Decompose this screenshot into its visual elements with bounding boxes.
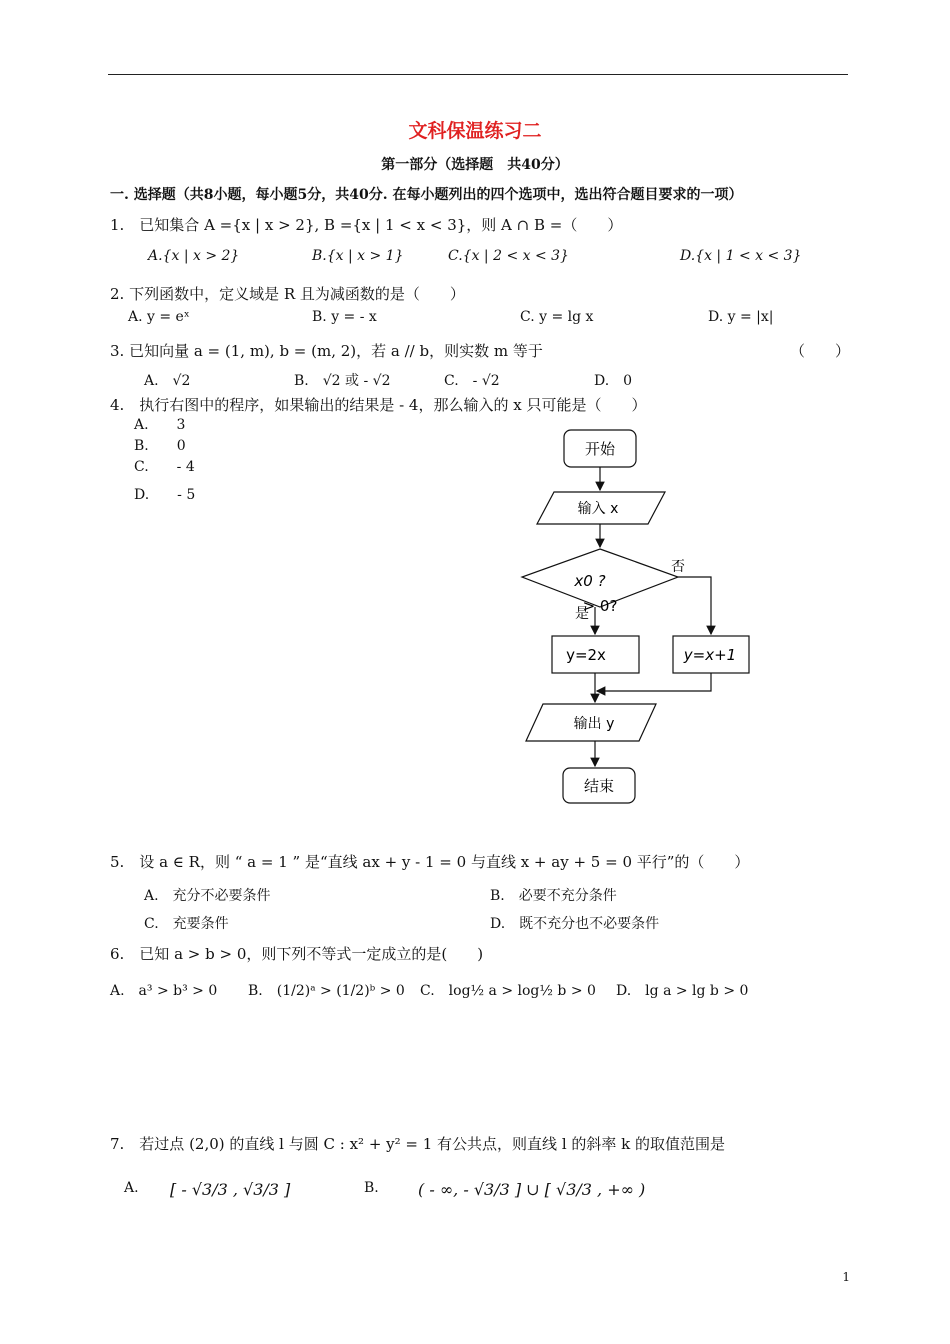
question-3-stem: 3. 已知向量 a = (1, m), b = (m, 2)，若 a // b，则实数 m 等于 — [110, 342, 543, 360]
question-4-option-d: D. - 5 — [134, 487, 196, 503]
flowchart-output-label: 输出 y — [573, 716, 615, 732]
flowchart-condition-label: x0 ? — [574, 572, 606, 590]
section-heading: 一. 选择题（共8小题，每小题5分，共40分. 在每小题列出的四个选项中，选出符合题目要求的一项） — [110, 187, 743, 203]
page-subtitle: 第一部分（选择题 共40分） — [381, 157, 569, 173]
question-5-option-a: A. 充分不必要条件 — [144, 888, 271, 904]
question-7-option-a-math: [ - √3/3 , √3/3 ] — [170, 1180, 291, 1199]
question-5-option-b: B. 必要不充分条件 — [490, 888, 617, 904]
program-flowchart — [510, 420, 770, 810]
question-1-option-b: B.{x | x > 1} — [312, 248, 404, 264]
question-1-option-c: C.{x | 2 < x < 3} — [448, 248, 569, 264]
question-2-option-b: B. y = - x — [312, 309, 377, 325]
question-6-stem: 6. 已知 a > b > 0，则下列不等式一定成立的是( ) — [110, 945, 484, 963]
flowchart-arrow — [678, 577, 711, 634]
question-4-option-a: A. 3 — [134, 417, 186, 433]
question-1-stem: 1. 已知集合 A ={x | x > 2}, B ={x | 1 < x < 3}，则 A ∩ B =（ ） — [110, 216, 623, 234]
question-2-option-d: D. y = |x| — [708, 309, 774, 325]
question-4-option-c: C. - 4 — [134, 459, 195, 475]
question-7-option-a-label: A. — [124, 1180, 139, 1196]
question-1-option-a: A.{x | x > 2} — [148, 248, 240, 264]
question-7-option-b-math: ( - ∞, - √3/3 ] ∪ [ √3/3 , +∞ ) — [418, 1180, 646, 1199]
question-2-option-a: A. y = eˣ — [128, 309, 190, 325]
question-6-option-d: D. lg a > lg b > 0 — [616, 983, 749, 999]
flowchart-input-label: 输入 x — [577, 501, 619, 517]
flowchart-no-process-label: y=x+1 — [683, 646, 737, 664]
flowchart-end-label: 结束 — [583, 777, 615, 795]
question-3-option-d: D. 0 — [594, 373, 633, 389]
question-1-option-d: D.{x | 1 < x < 3} — [680, 248, 802, 264]
question-3-option-a: A. √2 — [144, 373, 191, 389]
question-5-option-c: C. 充要条件 — [144, 916, 229, 932]
question-7-stem: 7. 若过点 (2,0) 的直线 l 与圆 C : x² + y² = 1 有公共点，则直线 l 的斜率 k 的取值范围是 — [110, 1135, 726, 1153]
flowchart-yes-process-label: y=2x — [566, 646, 606, 664]
flowchart-arrow — [597, 673, 711, 691]
question-4-stem: 4. 执行右图中的程序，如果输出的结果是 - 4，那么输入的 x 只可能是（ ） — [110, 396, 647, 414]
page-number: 1 — [842, 1270, 850, 1284]
question-6-option-a: A. a³ > b³ > 0 — [110, 983, 218, 999]
question-3-answer-paren: （ ） — [790, 342, 851, 360]
question-6-option-b: B. (1/2)ᵃ > (1/2)ᵇ > 0 — [248, 983, 405, 999]
question-4-option-b: B. 0 — [134, 438, 186, 454]
question-3-option-c: C. - √2 — [444, 373, 500, 389]
flowchart-yes-label: 是 — [575, 606, 589, 622]
header-rule — [108, 74, 848, 75]
question-2-option-c: C. y = lg x — [520, 309, 594, 325]
question-6-option-c: C. log½ a > log½ b > 0 — [420, 983, 596, 999]
flowchart-no-label: 否 — [671, 559, 685, 575]
question-5-option-d: D. 既不充分也不必要条件 — [490, 916, 660, 932]
question-3-option-b: B. √2 或 - √2 — [294, 373, 391, 389]
question-7-option-b-label: B. — [364, 1180, 379, 1196]
question-2-stem: 2. 下列函数中，定义域是 R 且为减函数的是（ ） — [110, 285, 465, 303]
flowchart-start-label: 开始 — [584, 440, 616, 458]
question-5-stem: 5. 设 a ∈ R，则 “ a = 1 ” 是“直线 ax + y - 1 = 0 与直线 x + ay + 5 = 0 平行”的（ ） — [110, 853, 750, 871]
page-title: 文科保温练习二 — [408, 120, 542, 142]
flowchart-condition-overlap-label: > 0? — [582, 597, 618, 615]
